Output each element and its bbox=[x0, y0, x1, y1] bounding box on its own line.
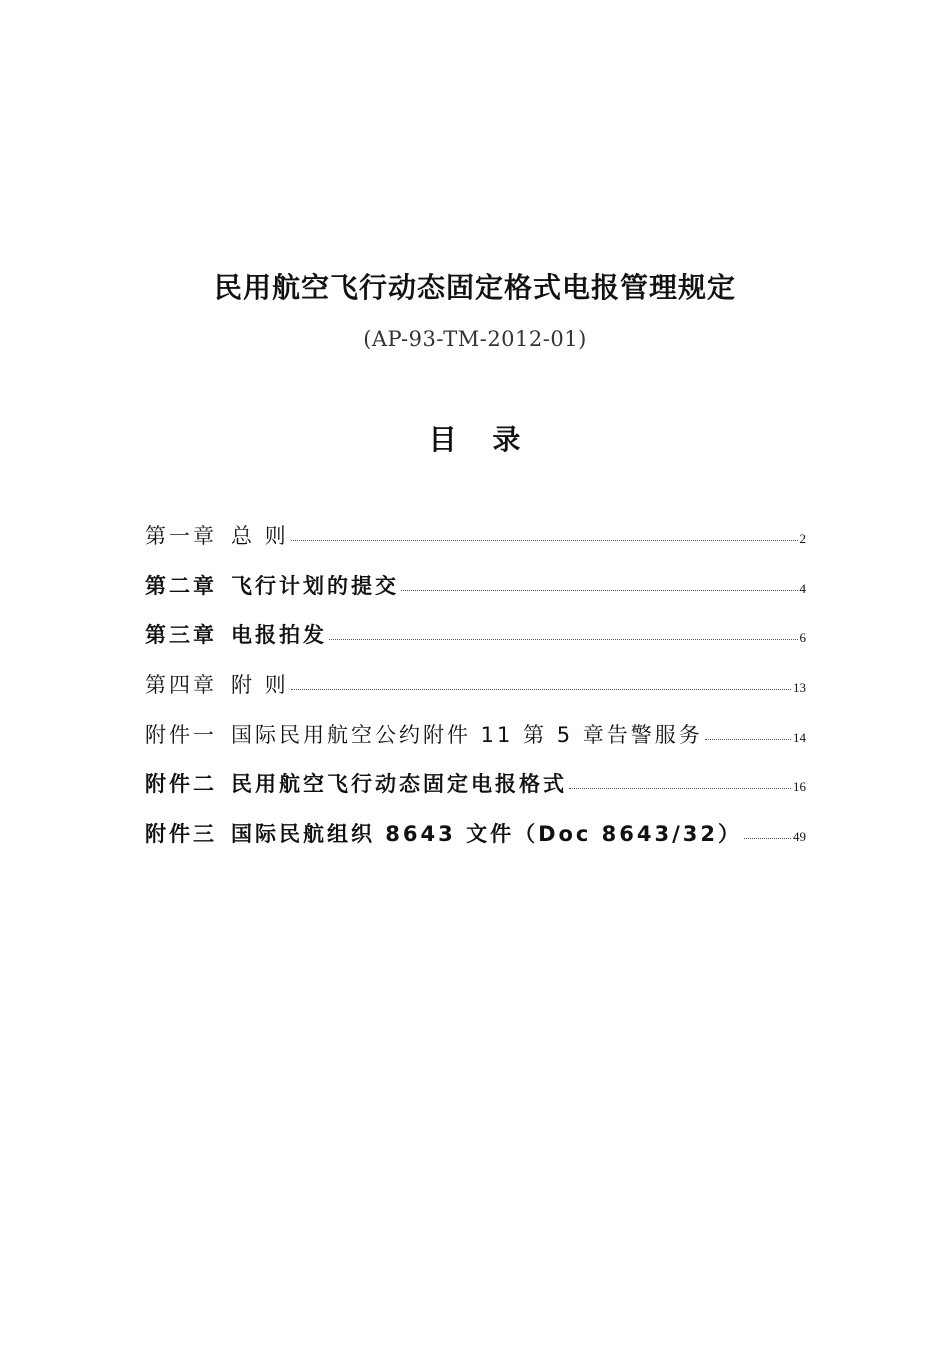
toc-entry-title: 国际民用航空公约附件 11 第 5 章告警服务 bbox=[231, 722, 703, 747]
toc-entry-chapter-3[interactable] bbox=[145, 620, 806, 670]
toc-leader-dots bbox=[291, 540, 798, 541]
toc-leader-dots bbox=[705, 739, 791, 740]
toc-entry-annex-3[interactable] bbox=[145, 819, 806, 869]
toc-leader-dots bbox=[744, 838, 791, 839]
toc-leader-dots bbox=[569, 788, 791, 789]
toc-entry-chapter: 第三章 bbox=[145, 623, 217, 648]
toc-heading: 目 录 bbox=[428, 423, 522, 456]
toc-entry-chapter: 附件二 bbox=[145, 772, 217, 797]
toc-entry-page: 2 bbox=[799, 531, 806, 546]
toc-entry-title: 总 则 bbox=[231, 524, 289, 548]
toc-leader-dots bbox=[329, 639, 798, 640]
toc-entry-page: 13 bbox=[793, 680, 806, 696]
toc-entry-title: 民用航空飞行动态固定电报格式 bbox=[231, 772, 567, 797]
toc-entry-title: 电报拍发 bbox=[231, 623, 327, 648]
toc-entry-title: 飞行计划的提交 bbox=[231, 573, 399, 598]
toc-leader-dots bbox=[401, 590, 798, 591]
table-of-contents bbox=[145, 521, 806, 869]
toc-entry-chapter-4[interactable] bbox=[145, 670, 806, 720]
toc-entry-annex-1[interactable] bbox=[145, 720, 806, 770]
toc-entry-chapter: 附件一 bbox=[145, 722, 217, 747]
toc-entry-title: 国际民航组织 8643 文件（Doc 8643/32） bbox=[231, 822, 743, 847]
toc-entry-chapter-2[interactable] bbox=[145, 571, 806, 621]
toc-entry-title: 附 则 bbox=[231, 673, 289, 698]
toc-entry-chapter: 第四章 bbox=[145, 673, 217, 698]
toc-leader-dots bbox=[291, 689, 791, 690]
toc-entry-page: 16 bbox=[793, 779, 806, 795]
toc-entry-chapter: 第一章 bbox=[145, 524, 217, 548]
toc-entry-annex-2[interactable] bbox=[145, 769, 806, 819]
document-title: 民用航空飞行动态固定格式电报管理规定 bbox=[213, 271, 736, 304]
document-code: (AP-93-TM-2012-01) bbox=[363, 327, 587, 351]
toc-entry-chapter: 第二章 bbox=[145, 573, 217, 598]
toc-entry-page: 14 bbox=[793, 729, 806, 745]
toc-entry-chapter-1[interactable] bbox=[145, 521, 806, 571]
toc-entry-page: 49 bbox=[793, 829, 806, 845]
toc-entry-page: 4 bbox=[799, 580, 806, 596]
toc-entry-page: 6 bbox=[799, 630, 806, 646]
toc-entry-chapter: 附件三 bbox=[145, 822, 217, 847]
